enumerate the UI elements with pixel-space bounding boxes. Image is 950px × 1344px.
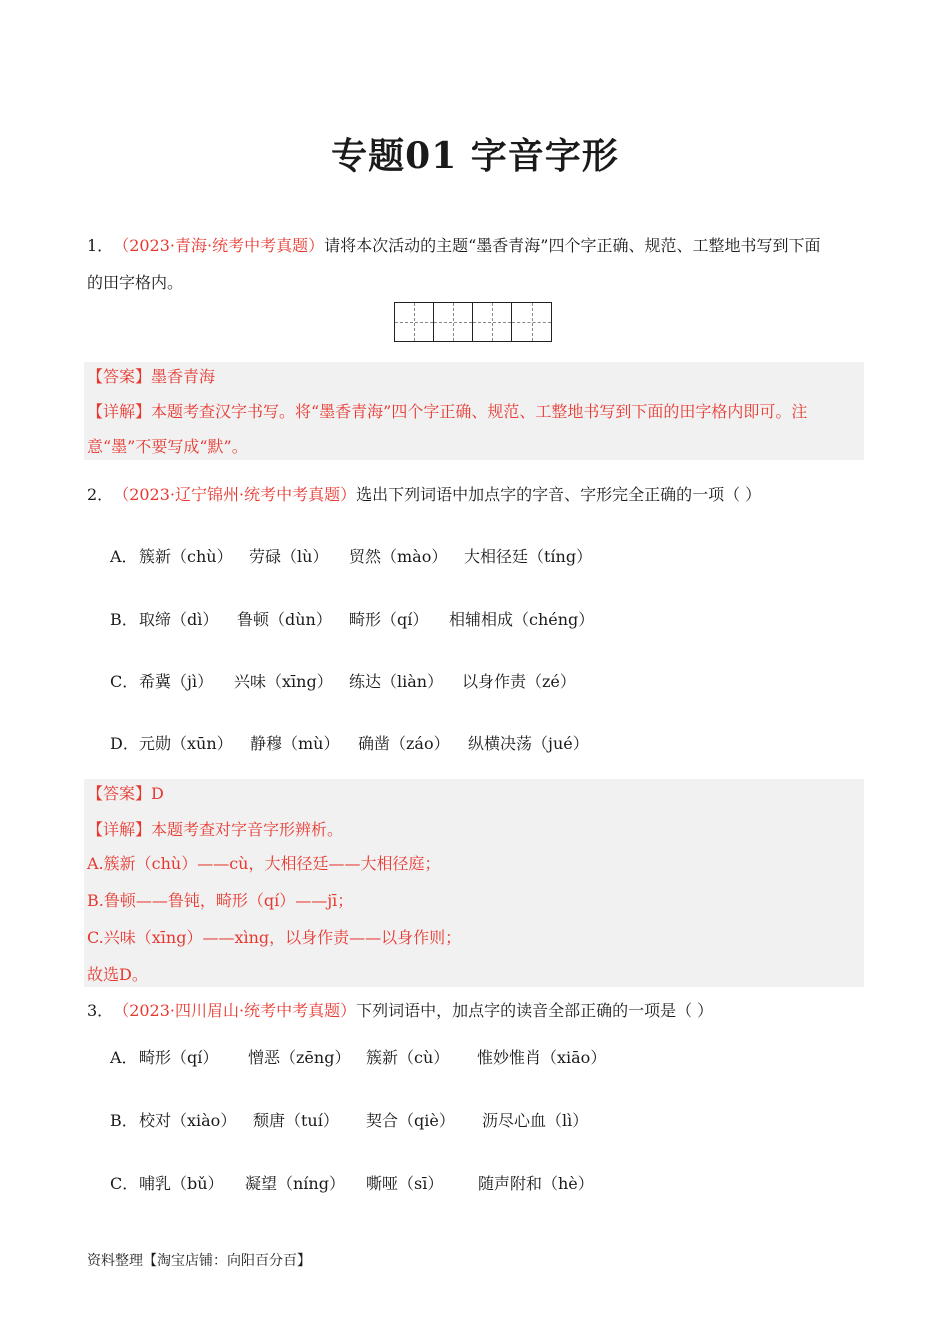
option-item: 兴味（xīng） [234,672,333,691]
question-number: 1． [87,236,114,255]
option-label: C． [110,672,139,691]
detail-text: 【详解】本题考查对字音字形辨析。 [87,820,344,839]
option-item: 凝望（níng） [245,1174,345,1193]
question-text: 下列词语中，加点字的读音全部正确的一项是（ ） [356,1001,714,1020]
option-item: 沥尽心血（lì） [482,1111,589,1130]
question-text: 选出下列词语中加点字的字音、字形完全正确的一项（ ） [356,485,762,504]
answer-text: 【答案】D [87,784,164,803]
option-item: 随声附和（hè） [478,1174,594,1193]
option-item: 以身作责（zé） [462,672,576,691]
option-item: 畸形（qí） [139,1048,219,1067]
option-item: 嘶哑（sī） [366,1174,444,1193]
option-item: 贸然（mào） [349,547,448,566]
option-item: 劳碌（lù） [249,547,329,566]
option-label: B． [110,610,138,629]
option-item: 静穆（mù） [250,734,340,753]
question-3 [87,1001,867,1021]
page-footer: 资料整理【淘宝店铺：向阳百分百】 [87,1253,311,1269]
tianzige-grid [394,302,552,342]
question-source: （2023·四川眉山·统考中考真题） [121,1001,357,1020]
option-item: 纵横决荡（jué） [468,734,589,753]
grid-cell [395,303,434,341]
question-source: （2023·青海·统考中考真题） [121,236,325,255]
detail-text-continued: 意“墨”不要写成“默”。 [87,437,248,456]
option-item: 大相径廷（tíng） [464,547,593,566]
option-item: 元勋（xūn） [139,734,233,753]
option-item: 哺乳（bǔ） [139,1174,224,1193]
answer-text: 【答案】墨香青海 [87,367,216,386]
detail-text: B.鲁顿——鲁钝，畸形（qí）——jī； [87,891,354,910]
option-item: 鲁顿（dùn） [237,610,332,629]
option-item: 取缔（dì） [139,610,219,629]
option-item: 憎恶（zēng） [248,1048,351,1067]
grid-cell [473,303,512,341]
detail-text: 故选D。 [87,965,148,984]
option-item: 颓唐（tuí） [253,1111,339,1130]
question-1 [87,236,867,256]
option-item: 契合（qiè） [366,1111,455,1130]
question-number: 3． [87,1001,114,1020]
option-label: A． [110,1048,138,1067]
detail-text: C.兴味（xīng）——xìng，以身作责——以身作则； [87,928,462,947]
option-item: 确凿（záo） [358,734,450,753]
option-item: 惟妙惟肖（xiāo） [477,1048,607,1067]
detail-text: A.簇新（chù）——cù，大相径廷——大相径庭； [87,854,441,873]
option-label: B． [110,1111,138,1130]
option-label: C． [110,1174,139,1193]
option-item: 希冀（jì） [139,672,214,691]
grid-cell [434,303,473,341]
grid-cell [512,303,551,341]
question-number: 2． [87,485,114,504]
page-title: 专题01 字音字形 [331,135,619,177]
option-item: 练达（liàn） [349,672,444,691]
detail-text: 【详解】本题考查汉字书写。将“墨香青海”四个字正确、规范、工整地书写到下面的田字格内即可。注 [87,402,808,421]
question-source: （2023·辽宁锦州·统考中考真题） [121,485,357,504]
option-item: 畸形（qí） [349,610,429,629]
option-label: A． [110,547,138,566]
option-label: D． [110,734,139,753]
question-2 [87,485,867,505]
option-item: 校对（xiào） [139,1111,237,1130]
option-item: 簇新（chù） [139,547,233,566]
answer-box-1 [84,362,864,460]
question-1-continued: 的田字格内。 [87,273,184,292]
option-item: 相辅相成（chéng） [449,610,595,629]
answer-box-2 [84,779,864,987]
option-item: 簇新（cù） [366,1048,450,1067]
question-text: 请将本次活动的主题“墨香青海”四个字正确、规范、工整地书写到下面 [324,236,821,255]
